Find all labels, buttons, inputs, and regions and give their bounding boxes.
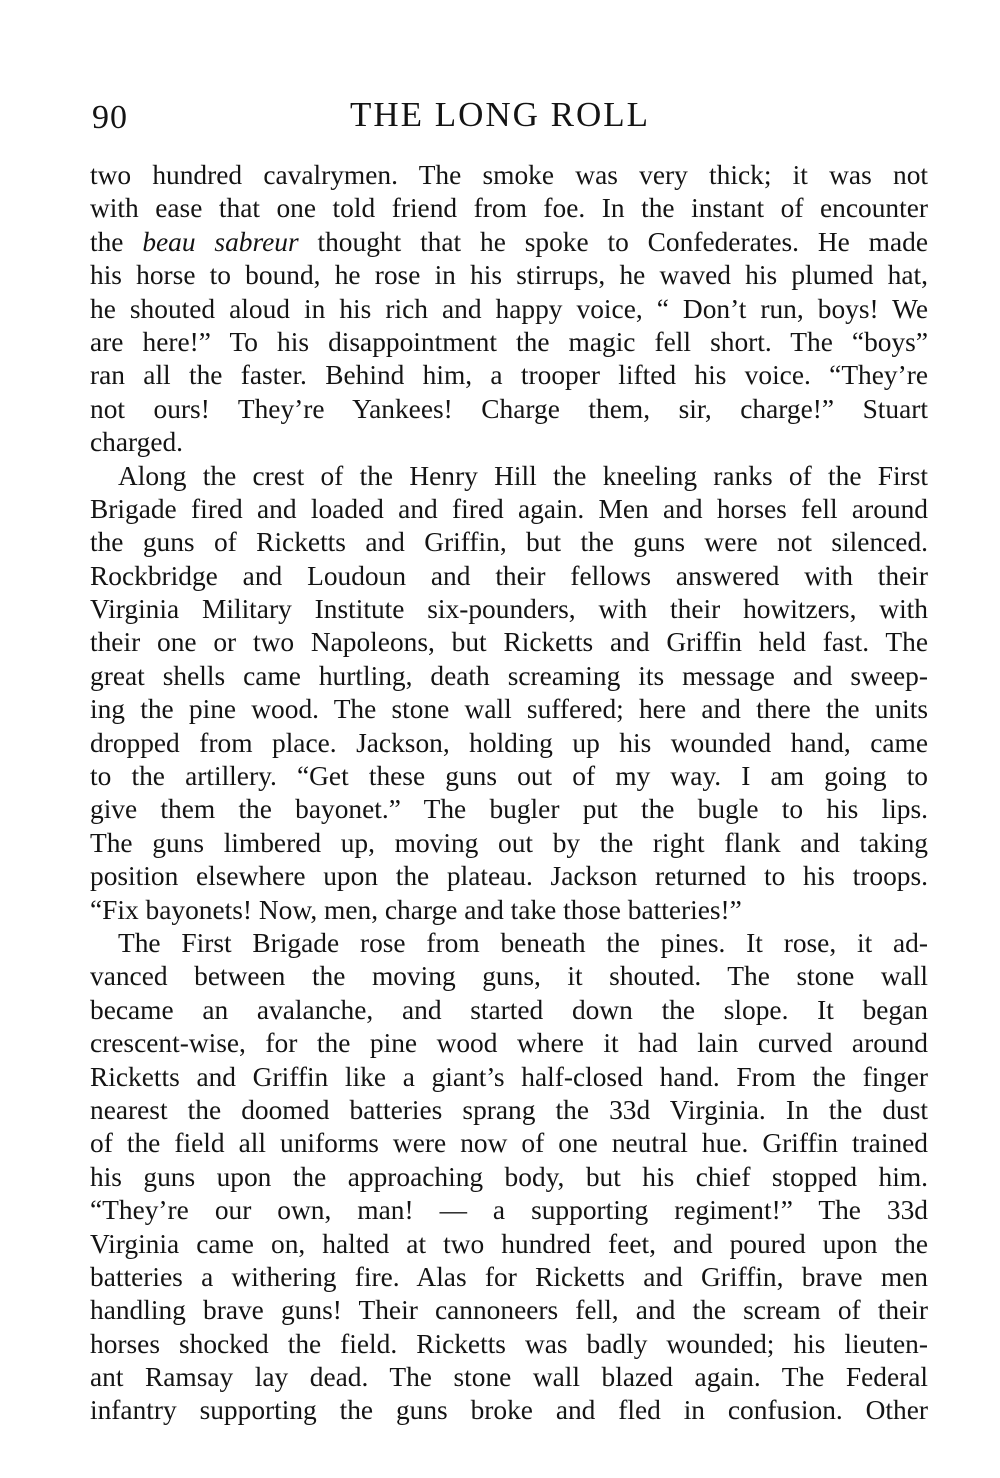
text-line: their one or two Napoleons, but Ricketts and Griffin held fast. The [90,627,928,658]
text-line: great shells came hurtling, death screaming its message and sweep- [90,660,928,691]
text-line: are here!” To his disappointment the magic fell short. The “boys” [90,326,928,357]
text-line: “Fix bayonets! Now, men, charge and take those batteries!” [90,894,742,925]
text-line: The First Brigade rose from beneath the pines. It rose, it ad- [118,927,928,958]
text-line: his horse to bound, he rose in his stirrups, he waved his plumed hat, [90,260,928,291]
text-line: became an avalanche, and started down the slope. It began [90,994,928,1025]
text-line: infantry supporting the guns broke and fled in confusion. Other [90,1395,928,1426]
text-line: to the artillery. “Get these guns out of my way. I am going to [90,761,928,792]
paragraph [90,927,928,1428]
text-line: two hundred cavalrymen. The smoke was very thick; it was not [90,160,928,190]
text-line: position elsewhere upon the plateau. Jackson returned to his troops. [90,861,928,892]
page-number: 90 [92,99,128,136]
text-line: Rockbridge and Loudoun and their fellows answered with their [90,560,928,591]
text-line: give them the bayonet.” The bugler put the bugle to his lips. [90,794,928,825]
text-line: he shouted aloud in his rich and happy voice, “ Don’t run, boys! We [90,293,928,324]
text-line: Brigade fired and loaded and fired again. Men and horses fell around [90,493,928,524]
italic-phrase: beau sabreur [142,226,299,257]
text-line: charged. [90,427,184,458]
text-line: ran all the faster. Behind him, a trooper lifted his voice. “They’re [90,360,928,391]
text-line: crescent-wise, for the pine wood where it had lain curved around [90,1028,928,1059]
text-line: dropped from place. Jackson, holding up his wounded hand, came [90,727,928,758]
text-line: with ease that one told friend from foe. In the instant of encounter [90,193,928,224]
text-line: “They’re our own, man! — a supporting regiment!” The 33d [90,1195,928,1226]
text-line: the guns of Ricketts and Griffin, but the guns were not silenced. [90,527,928,558]
text-line: nearest the doomed batteries sprang the 33d Virginia. In the dust [90,1094,928,1125]
text-line: batteries a withering fire. Alas for Ricketts and Griffin, brave men [90,1261,928,1292]
text-line: Ricketts and Griffin like a giant’s half-closed hand. From the finger [90,1061,928,1092]
text-line: handling brave guns! Their cannoneers fell, and the scream of their [90,1295,928,1326]
text-line: the beau sabreur thought that he spoke to Confederates. He made [90,226,928,257]
text-line: vanced between the moving guns, it shouted. The stone wall [90,961,928,992]
text-line: of the field all uniforms were now of one neutral hue. Griffin trained [90,1128,928,1159]
text-line: The guns limbered up, moving out by the right flank and taking [90,827,928,858]
running-title: THE LONG ROLL [349,95,651,134]
text-line: Along the crest of the Henry Hill the kneeling ranks of the First [118,460,928,491]
text-line: horses shocked the field. Ricketts was badly wounded; his lieuten- [90,1328,928,1359]
text-line: ant Ramsay lay dead. The stone wall blazed again. The Federal [90,1362,928,1393]
text-line: not ours! They’re Yankees! Charge them, sir, charge!” Stuart [90,393,928,424]
text-line: ing the pine wood. The stone wall suffered; here and there the units [90,694,928,725]
paragraph [90,460,928,927]
text-line: Virginia came on, halted at two hundred feet, and poured upon the [90,1228,928,1259]
paragraph [90,159,928,460]
text-line: his guns upon the approaching body, but his chief stopped him. [90,1161,928,1192]
text-line: Virginia Military Institute six-pounders, with their howitzers, with [90,594,928,625]
body-text [90,159,928,1428]
